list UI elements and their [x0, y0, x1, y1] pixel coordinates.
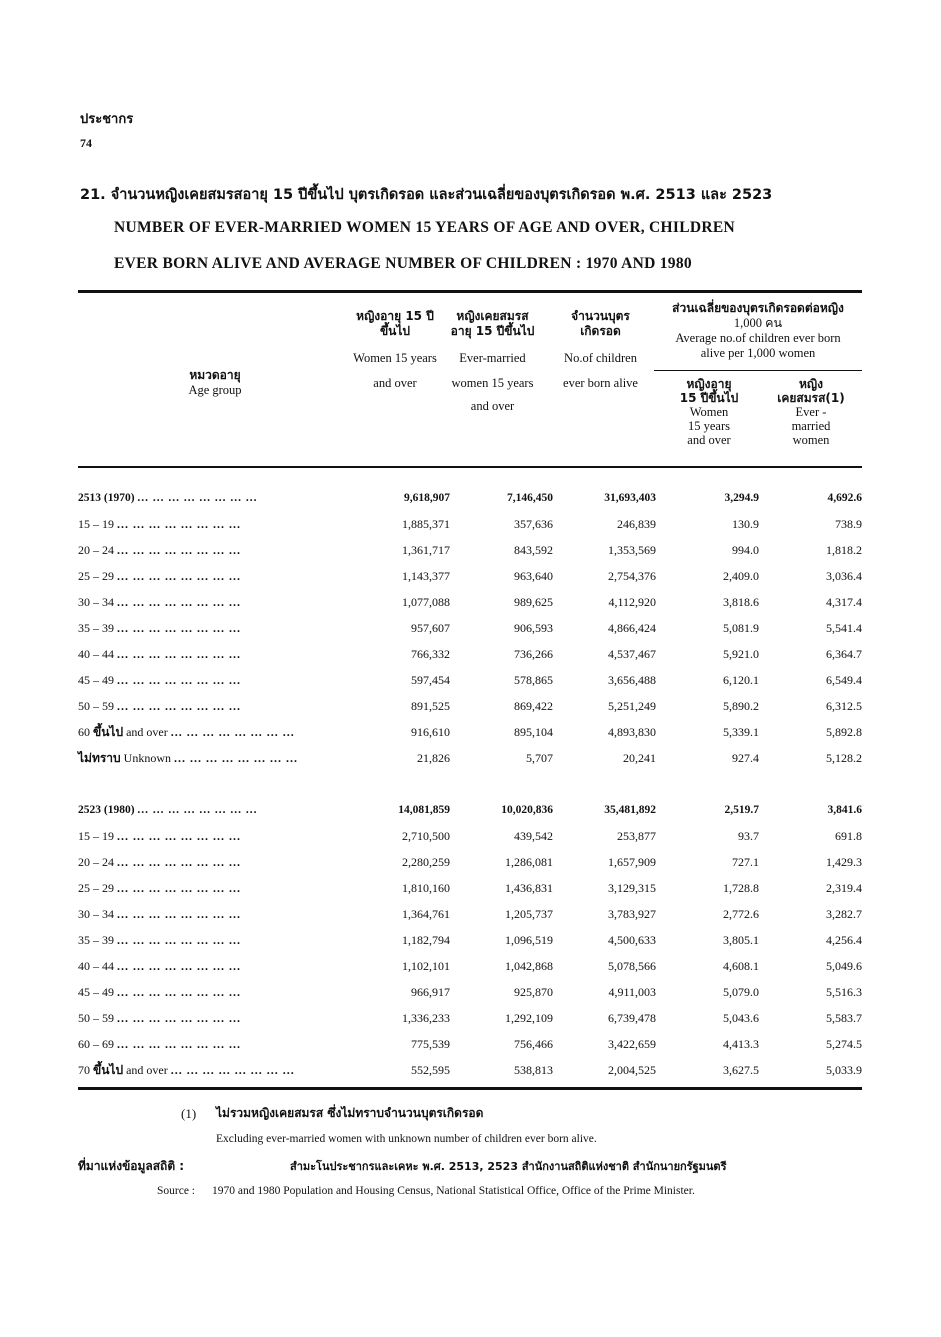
age-group-cell: [78, 745, 348, 771]
value-married: 895,104: [514, 724, 553, 739]
value-children: 6,739,478: [608, 1010, 656, 1025]
source-english: 1970 and 1980 Population and Housing Census, National Statistical Office, Office of the Prime Minister.: [212, 1185, 695, 1197]
value-children: 4,911,003: [608, 984, 656, 999]
age-group-label: 60 – 69: [78, 1036, 114, 1051]
value-women: 891,525: [411, 698, 450, 713]
value-married: 989,625: [514, 594, 553, 609]
age-group-cell: [78, 927, 348, 953]
age-group-label-english: and over: [126, 1062, 168, 1077]
age-group-label: 40 – 44: [78, 646, 114, 661]
header-avg-married: หญิง เคยสมรส(1) Ever - married women: [777, 377, 845, 447]
value-avg-married: 5,128.2: [826, 750, 862, 765]
table-row: [78, 615, 862, 641]
table-spacer-row: [78, 771, 862, 797]
value-women: 2,280,259: [402, 854, 450, 869]
value-married: 1,292,109: [505, 1010, 553, 1025]
value-avg-married: 5,274.5: [826, 1036, 862, 1051]
header-subrule: [654, 370, 862, 371]
data-table: [78, 485, 862, 1083]
age-group-label: 35 – 39: [78, 620, 114, 635]
leader-dots: ... ... ... ... ... ... ... ...: [117, 906, 241, 921]
table-row: [78, 1057, 862, 1083]
section-name: ประชากร: [80, 111, 134, 126]
value-avg-women: 1,728.8: [723, 880, 759, 895]
value-women: 21,826: [417, 750, 450, 765]
footnote-thai: ไม่รวมหญิงเคยสมรส ซึ่งไม่ทราบจำนวนบุตรเกิดรอด: [216, 1106, 484, 1120]
value-avg-married: 6,364.7: [826, 646, 862, 661]
value-avg-married: 4,692.6: [827, 492, 862, 504]
value-children: 20,241: [623, 750, 656, 765]
table-row: [78, 927, 862, 953]
value-children: 4,893,830: [608, 724, 656, 739]
leader-dots: ... ... ... ... ... ... ... ...: [117, 854, 241, 869]
age-group-cell: [78, 537, 348, 563]
value-women: 9,618,907: [404, 492, 450, 504]
value-children: 3,422,659: [608, 1036, 656, 1051]
value-avg-women: 5,921.0: [723, 646, 759, 661]
value-avg-married: 5,541.4: [826, 620, 862, 635]
value-avg-women: 4,608.1: [723, 958, 759, 973]
leader-dots: ... ... ... ... ... ... ... ...: [117, 828, 241, 843]
age-group-cell: [78, 485, 348, 511]
leader-dots: ... ... ... ... ... ... ... ...: [170, 1062, 295, 1077]
leader-dots: ... ... ... ... ... ... ... ...: [117, 542, 241, 557]
value-avg-married: 3,841.6: [827, 804, 862, 816]
leader-dots: ... ... ... ... ... ... ... ...: [117, 516, 241, 531]
age-group-label: 60: [78, 724, 90, 739]
value-avg-women: 927.4: [732, 750, 759, 765]
value-married: 869,422: [514, 698, 553, 713]
value-avg-married: 5,049.6: [826, 958, 862, 973]
value-married: 906,593: [514, 620, 553, 635]
value-married: 357,636: [514, 516, 553, 531]
value-avg-women: 3,294.9: [724, 492, 759, 504]
age-group-label-english: and over: [126, 724, 168, 739]
age-group-label: 70: [78, 1062, 90, 1077]
age-group-cell: [78, 589, 348, 615]
leader-dots: ... ... ... ... ... ... ... ...: [117, 1010, 241, 1025]
source-label-thai: ที่มาแห่งข้อมูลสถิติ :: [78, 1159, 185, 1173]
value-avg-married: 3,036.4: [826, 568, 862, 583]
table-row: [78, 849, 862, 875]
value-children: 246,839: [617, 516, 656, 531]
value-children: 4,537,467: [608, 646, 656, 661]
table-title-english-line1: NUMBER OF EVER-MARRIED WOMEN 15 YEARS OF AGE AND OVER, CHILDREN: [114, 219, 735, 236]
age-group-cell: [78, 849, 348, 875]
header-average: ส่วนเฉลี่ยของบุตรเกิดรอดต่อหญิง 1,000 คน Average no.of children ever born alive per 1,000 women: [672, 301, 844, 360]
value-avg-married: 4,317.4: [826, 594, 862, 609]
value-women: 1,364,761: [402, 906, 450, 921]
value-avg-women: 5,043.6: [723, 1010, 759, 1025]
table-row: [78, 641, 862, 667]
age-group-cell: [78, 693, 348, 719]
age-group-cell: [78, 511, 348, 537]
footnote-number: (1): [181, 1106, 197, 1121]
data-table-body: [78, 485, 862, 1083]
value-avg-married: 5,583.7: [826, 1010, 862, 1025]
age-group-label: 35 – 39: [78, 932, 114, 947]
table-row: [78, 901, 862, 927]
table-row: [78, 537, 862, 563]
value-avg-married: 1,818.2: [826, 542, 862, 557]
age-group-label: 30 – 34: [78, 594, 114, 609]
age-group-label: 15 – 19: [78, 828, 114, 843]
value-married: 578,865: [514, 672, 553, 687]
header-avg-women: หญิงอายุ 15 ปีขึ้นไป Women 15 years and over: [679, 377, 739, 447]
age-group-label: 20 – 24: [78, 854, 114, 869]
value-avg-women: 2,409.0: [723, 568, 759, 583]
value-children: 1,353,569: [608, 542, 656, 557]
bottom-rule: [78, 1087, 862, 1090]
age-group-label-thai: ขึ้นไป: [93, 724, 124, 739]
table-title-thai: 21. จำนวนหญิงเคยสมรสอายุ 15 ปีขึ้นไป บุตรเกิดรอด และส่วนเฉลี่ยของบุตรเกิดรอด พ.ศ. 2513 และ 2523: [80, 187, 773, 203]
age-group-cell: [78, 719, 348, 745]
value-women: 1,885,371: [402, 516, 450, 531]
table-row: [78, 875, 862, 901]
value-married: 843,592: [514, 542, 553, 557]
value-married: 756,466: [514, 1036, 553, 1051]
leader-dots: ... ... ... ... ... ... ... ...: [117, 568, 241, 583]
table-row-year-total: [78, 485, 862, 511]
leader-dots: ... ... ... ... ... ... ... ...: [117, 880, 241, 895]
age-group-cell: [78, 1057, 348, 1083]
table-row: [78, 745, 862, 771]
leader-dots: ... ... ... ... ... ... ... ...: [137, 492, 258, 504]
table-title-english-line2: EVER BORN ALIVE AND AVERAGE NUMBER OF CHILDREN : 1970 AND 1980: [114, 255, 692, 272]
table-row: [78, 823, 862, 849]
table-row: [78, 511, 862, 537]
footnote-english: Excluding ever-married women with unknown number of children ever born alive.: [216, 1133, 597, 1145]
value-women: 1,361,717: [402, 542, 450, 557]
leader-dots: ... ... ... ... ... ... ... ...: [174, 750, 298, 765]
age-group-label: 2523 (1980): [78, 804, 135, 816]
value-married: 1,096,519: [505, 932, 553, 947]
value-women: 1,102,101: [402, 958, 450, 973]
leader-dots: ... ... ... ... ... ... ... ...: [117, 672, 241, 687]
table-row: [78, 1031, 862, 1057]
value-children: 3,129,315: [608, 880, 656, 895]
age-group-label: 45 – 49: [78, 672, 114, 687]
value-married: 439,542: [514, 828, 553, 843]
age-group-label: 45 – 49: [78, 984, 114, 999]
value-avg-women: 4,413.3: [723, 1036, 759, 1051]
value-married: 10,020,836: [501, 804, 553, 816]
age-group-cell: [78, 1031, 348, 1057]
source-label-english: Source :: [157, 1185, 196, 1197]
age-group-cell: [78, 875, 348, 901]
value-avg-women: 2,772.6: [723, 906, 759, 921]
header-age-group-en: Age group: [188, 383, 242, 397]
age-group-label: 30 – 34: [78, 906, 114, 921]
leader-dots: ... ... ... ... ... ... ... ...: [117, 646, 241, 661]
value-married: 925,870: [514, 984, 553, 999]
value-children: 4,866,424: [608, 620, 656, 635]
value-married: 736,266: [514, 646, 553, 661]
table-row-year-total: [78, 797, 862, 823]
leader-dots: ... ... ... ... ... ... ... ...: [170, 724, 295, 739]
value-avg-women: 3,627.5: [723, 1062, 759, 1077]
page-number: 74: [80, 136, 92, 150]
age-group-cell: [78, 641, 348, 667]
age-group-label: 40 – 44: [78, 958, 114, 973]
value-avg-women: 2,519.7: [724, 804, 759, 816]
value-avg-married: 2,319.4: [826, 880, 862, 895]
value-married: 5,707: [526, 750, 553, 765]
value-children: 31,693,403: [604, 492, 656, 504]
value-avg-married: 4,256.4: [826, 932, 862, 947]
value-avg-women: 6,120.1: [723, 672, 759, 687]
top-rule: [78, 290, 862, 293]
value-avg-women: 93.7: [738, 828, 759, 843]
value-women: 916,610: [411, 724, 450, 739]
leader-dots: ... ... ... ... ... ... ... ...: [117, 594, 241, 609]
age-group-cell: [78, 563, 348, 589]
table-row: [78, 1005, 862, 1031]
value-avg-married: 1,429.3: [826, 854, 862, 869]
value-women: 2,710,500: [402, 828, 450, 843]
value-children: 1,657,909: [608, 854, 656, 869]
age-group-cell: [78, 979, 348, 1005]
age-group-cell: [78, 901, 348, 927]
table-row: [78, 589, 862, 615]
age-group-cell: [78, 1005, 348, 1031]
source-thai: สำมะโนประชากรและเคหะ พ.ศ. 2513, 2523 สำนักงานสถิติแห่งชาติ สำนักนายกรัฐมนตรี: [290, 1160, 727, 1173]
header-age-group-th: หมวดอายุ: [189, 368, 241, 382]
value-avg-women: 130.9: [732, 516, 759, 531]
table-row: [78, 953, 862, 979]
age-group-label: 50 – 59: [78, 698, 114, 713]
value-avg-women: 3,818.6: [723, 594, 759, 609]
value-avg-married: 6,549.4: [826, 672, 862, 687]
value-avg-women: 3,805.1: [723, 932, 759, 947]
leader-dots: ... ... ... ... ... ... ... ...: [117, 1036, 241, 1051]
value-women: 966,917: [411, 984, 450, 999]
value-women: 775,539: [411, 1036, 450, 1051]
value-avg-married: 5,892.8: [826, 724, 862, 739]
leader-dots: ... ... ... ... ... ... ... ...: [117, 984, 241, 999]
age-group-label: 15 – 19: [78, 516, 114, 531]
age-group-label: 20 – 24: [78, 542, 114, 557]
header-bottom-rule: [78, 466, 862, 468]
age-group-label-thai: ไม่ทราบ: [78, 750, 121, 765]
value-avg-married: 691.8: [835, 828, 862, 843]
value-married: 1,042,868: [505, 958, 553, 973]
age-group-cell: [78, 667, 348, 693]
value-married: 1,436,831: [505, 880, 553, 895]
age-group-cell: [78, 823, 348, 849]
value-married: 963,640: [514, 568, 553, 583]
value-avg-married: 5,033.9: [826, 1062, 862, 1077]
value-children: 35,481,892: [604, 804, 656, 816]
value-children: 5,078,566: [608, 958, 656, 973]
value-married: 538,813: [514, 1062, 553, 1077]
age-group-label: 2513 (1970): [78, 492, 135, 504]
value-married: 1,286,081: [505, 854, 553, 869]
value-children: 2,754,376: [608, 568, 656, 583]
value-avg-women: 5,890.2: [723, 698, 759, 713]
value-women: 1,182,794: [402, 932, 450, 947]
table-row: [78, 979, 862, 1005]
header-children: จำนวนบุตร เกิดรอด No.of children ever born alive: [563, 309, 638, 390]
value-children: 4,500,633: [608, 932, 656, 947]
value-children: 3,783,927: [608, 906, 656, 921]
age-group-label: 50 – 59: [78, 1010, 114, 1025]
leader-dots: ... ... ... ... ... ... ... ...: [117, 932, 241, 947]
value-avg-married: 6,312.5: [826, 698, 862, 713]
leader-dots: ... ... ... ... ... ... ... ...: [117, 958, 241, 973]
value-children: 4,112,920: [608, 594, 656, 609]
header-age-group: [155, 368, 275, 398]
value-avg-married: 3,282.7: [826, 906, 862, 921]
leader-dots: ... ... ... ... ... ... ... ...: [137, 804, 258, 816]
value-avg-women: 5,339.1: [723, 724, 759, 739]
value-women: 957,607: [411, 620, 450, 635]
age-group-cell: [78, 797, 348, 823]
age-group-cell: [78, 953, 348, 979]
header-ever-married: หญิงเคยสมรส อายุ 15 ปีขึ้นไป Ever-married women 15 years and over: [450, 309, 535, 413]
value-women: 1,077,088: [402, 594, 450, 609]
age-group-cell: [78, 615, 348, 641]
value-children: 5,251,249: [608, 698, 656, 713]
value-children: 3,656,488: [608, 672, 656, 687]
age-group-label-thai: ขึ้นไป: [93, 1062, 124, 1077]
value-women: 1,336,233: [402, 1010, 450, 1025]
table-row: [78, 563, 862, 589]
value-women: 1,143,377: [402, 568, 450, 583]
table-row: [78, 719, 862, 745]
value-avg-women: 994.0: [732, 542, 759, 557]
header-women: หญิงอายุ 15 ปี ขึ้นไป Women 15 years and over: [353, 309, 437, 390]
value-children: 2,004,525: [608, 1062, 656, 1077]
value-avg-married: 738.9: [835, 516, 862, 531]
value-avg-women: 5,079.0: [723, 984, 759, 999]
value-women: 597,454: [411, 672, 450, 687]
value-avg-women: 727.1: [732, 854, 759, 869]
value-women: 552,595: [411, 1062, 450, 1077]
value-married: 7,146,450: [507, 492, 553, 504]
leader-dots: ... ... ... ... ... ... ... ...: [117, 620, 241, 635]
age-group-label-english: Unknown: [123, 750, 171, 765]
value-avg-women: 5,081.9: [723, 620, 759, 635]
value-women: 1,810,160: [402, 880, 450, 895]
value-avg-married: 5,516.3: [826, 984, 862, 999]
value-married: 1,205,737: [505, 906, 553, 921]
leader-dots: ... ... ... ... ... ... ... ...: [117, 698, 241, 713]
table-row: [78, 667, 862, 693]
value-women: 14,081,859: [398, 804, 450, 816]
value-children: 253,877: [617, 828, 656, 843]
age-group-label: 25 – 29: [78, 880, 114, 895]
age-group-label: 25 – 29: [78, 568, 114, 583]
value-women: 766,332: [411, 646, 450, 661]
table-row: [78, 693, 862, 719]
